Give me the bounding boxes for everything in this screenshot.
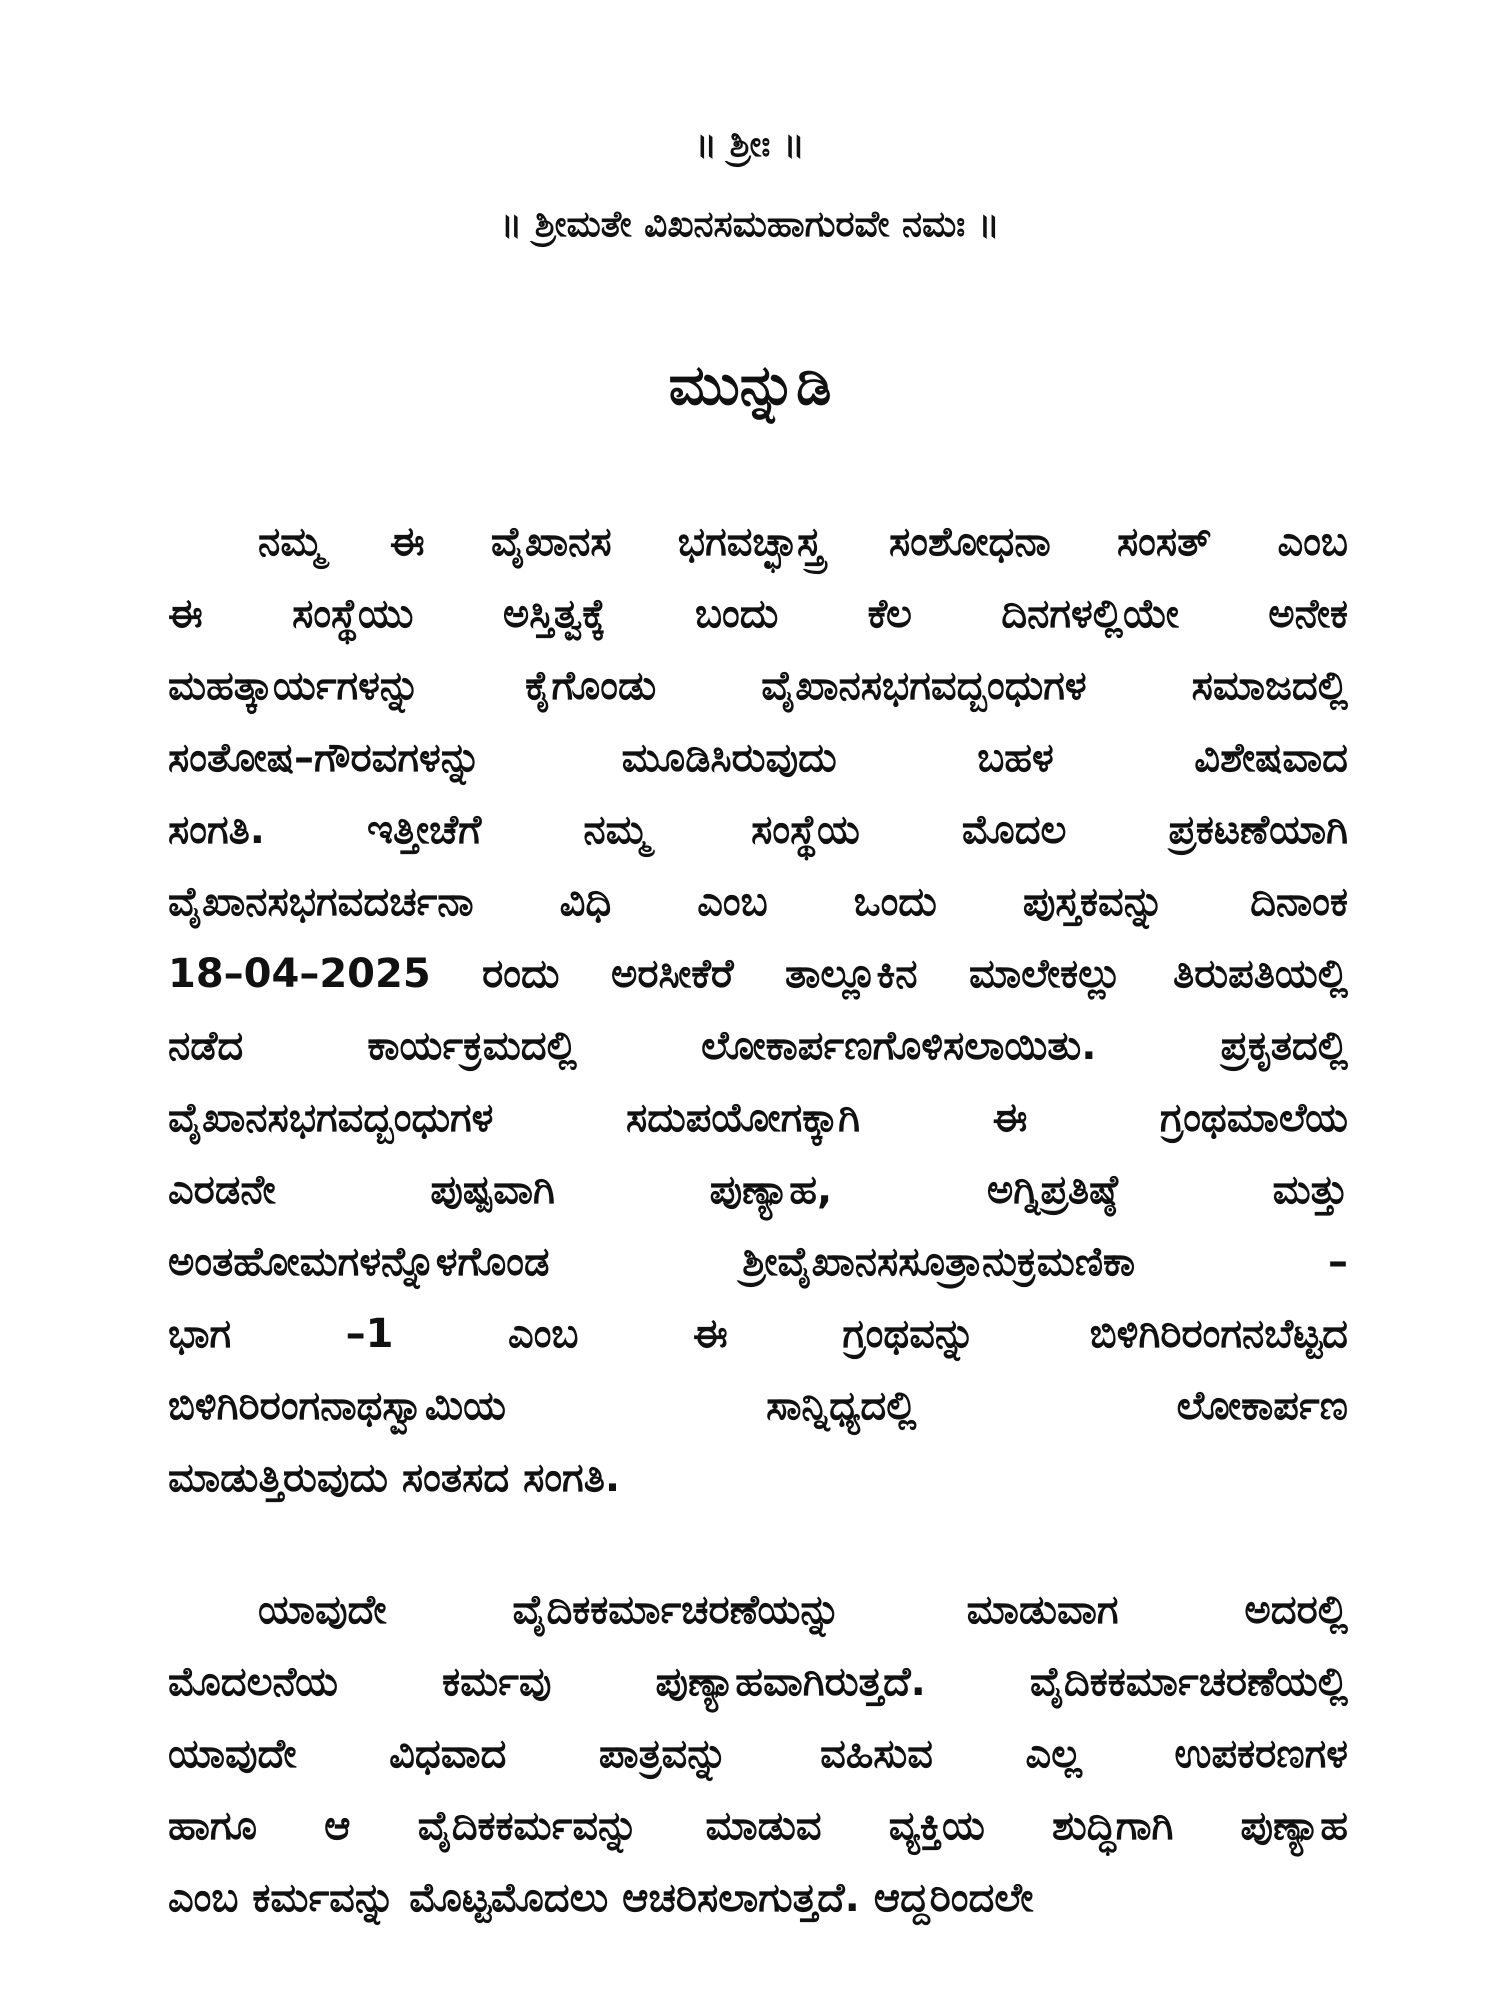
- text-line: ಹಾಗೂ ಆ ವೈದಿಕಕರ್ಮವನ್ನು ಮಾಡುವ ವ್ಯಕ್ತಿಯ ಶುದ್ಧಿಗಾಗಿ ಪುಣ್ಯಾಹ: [168, 1803, 1348, 1849]
- text-line: ಅಂತಹೋಮಗಳನ್ನೊಳಗೊಂಡ ಶ್ರೀವೈಖಾನಸಸೂತ್ರಾನುಕ್ರಮಣಿಕಾ –: [168, 1239, 1348, 1285]
- text-line: ಎರಡನೇ ಪುಷ್ಪವಾಗಿ ಪುಣ್ಯಾಹ, ಅಗ್ನಿಪ್ರತಿಷ್ಠೆ ಮತ್ತು: [168, 1167, 1348, 1213]
- text-line: ವೈಖಾನಸಭಗವದ್ಬಂಧುಗಳ ಸದುಪಯೋಗಕ್ಕಾಗಿ ಈ ಗ್ರಂಥಮಾಲೆಯ: [168, 1095, 1348, 1141]
- text-line: ನಡೆದ ಕಾರ್ಯಕ್ರಮದಲ್ಲಿ ಲೋಕಾರ್ಪಣಗೊಳಿಸಲಾಯಿತು. ಪ್ರಕೃತದಲ್ಲಿ: [168, 1023, 1348, 1069]
- text-line: ಬಿಳಿಗಿರಿರಂಗನಾಥಸ್ವಾಮಿಯ ಸಾನ್ನಿಧ್ಯದಲ್ಲಿ ಲೋಕಾರ್ಪಣ: [168, 1383, 1348, 1429]
- invocation-heading: ॥ ಶ್ರೀಃ ॥: [695, 124, 805, 165]
- text-line: ವೈಖಾನಸಭಗವದರ್ಚನಾ ವಿಧಿ ಎಂಬ ಒಂದು ಪುಸ್ತಕವನ್ನು ದಿನಾಂಕ: [168, 879, 1348, 925]
- text-line: ಈ ಸಂಸ್ಥೆಯು ಅಸ್ತಿತ್ವಕ್ಕೆ ಬಂದು ಕೆಲ ದಿನಗಳಲ್ಲಿಯೇ ಅನೇಕ: [168, 591, 1348, 637]
- text-line: ಮಹತ್ಕಾರ್ಯಗಳನ್ನು ಕೈಗೊಂಡು ವೈಖಾನಸಭಗವದ್ಬಂಧುಗಳ ಸಮಾಜದಲ್ಲಿ: [168, 663, 1348, 709]
- text-line: 18–04–2025 ರಂದು ಅರಸೀಕೆರೆ ತಾಲ್ಲೂಕಿನ ಮಾಲೇಕಲ್ಲು ತಿರುಪತಿಯಲ್ಲಿ: [168, 951, 1348, 997]
- paragraph-2: [168, 1574, 1348, 1934]
- text-line: ಯಾವುದೇ ವಿಧವಾದ ಪಾತ್ರವನ್ನು ವಹಿಸುವ ಎಲ್ಲ ಉಪಕರಣಗಳ: [168, 1731, 1348, 1777]
- salutation-heading: ॥ ಶ್ರೀಮತೇ ವಿಖನಸಮಹಾಗುರವೇ ನಮಃ ॥: [500, 204, 1000, 245]
- page-title: ಮುನ್ನುಡಿ: [668, 353, 832, 418]
- text-line: ನಮ್ಮ ಈ ವೈಖಾನಸ ಭಗವಚ್ಛಾಸ್ತ್ರ ಸಂಶೋಧನಾ ಸಂಸತ್ ಎಂಬ: [258, 519, 1348, 565]
- text-line: ಮಾಡುತ್ತಿರುವುದು ಸಂತಸದ ಸಂಗತಿ.: [168, 1455, 621, 1501]
- text-line: ಯಾವುದೇ ವೈದಿಕಕರ್ಮಾಚರಣೆಯನ್ನು ಮಾಡುವಾಗ ಅದರಲ್ಲಿ: [258, 1587, 1348, 1633]
- text-line: ಎಂಬ ಕರ್ಮವನ್ನು ಮೊಟ್ಟಮೊದಲು ಆಚರಿಸಲಾಗುತ್ತದೆ. ಆದ್ದರಿಂದಲೇ: [168, 1875, 1034, 1921]
- text-line: ಸಂಗತಿ. ಇತ್ತೀಚೆಗೆ ನಮ್ಮ ಸಂಸ್ಥೆಯ ಮೊದಲ ಪ್ರಕಟಣೆಯಾಗಿ: [168, 807, 1348, 853]
- paragraph-1: [168, 506, 1348, 1514]
- text-line: ಸಂತೋಷ–ಗೌರವಗಳನ್ನು ಮೂಡಿಸಿರುವುದು ಬಹಳ ವಿಶೇಷವಾದ: [168, 735, 1348, 781]
- text-line: ಭಾಗ –1 ಎಂಬ ಈ ಗ್ರಂಥವನ್ನು ಬಿಳಿಗಿರಿರಂಗನಬೆಟ್ಟದ: [168, 1311, 1348, 1357]
- text-line: ಮೊದಲನೆಯ ಕರ್ಮವು ಪುಣ್ಯಾಹವಾಗಿರುತ್ತದೆ. ವೈದಿಕಕರ್ಮಾಚರಣೆಯಲ್ಲಿ: [168, 1659, 1348, 1705]
